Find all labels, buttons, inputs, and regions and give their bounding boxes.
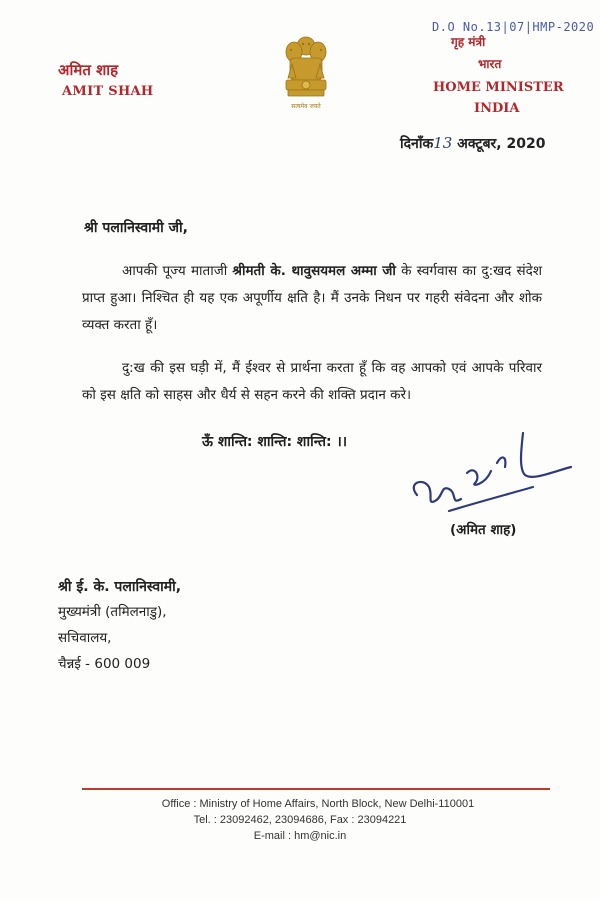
sender-name-english: AMIT SHAH bbox=[62, 84, 154, 99]
designation-hindi: गृह मंत्री bbox=[451, 35, 486, 49]
reference-number: D.O No.13|07|HMP-2020 bbox=[432, 20, 595, 34]
footer-office-address: Office : Ministry of Home Affairs, North Block, New Delhi-110001 bbox=[161, 798, 475, 810]
sender-name-hindi: अमित शाह bbox=[58, 61, 119, 79]
date-prefix: दिनाँक bbox=[400, 136, 434, 152]
para1-end: के स्वर्गवास का दु:खद संदेश प्राप्त हुआ। निश्चित ही यह एक अपूर्णीय क्षति है। मैं उनके निधन पर गहरी संवेदना और शोक व्यक्त करता हूँ। bbox=[82, 263, 543, 333]
designation-english: HOME MINISTER bbox=[433, 80, 564, 95]
para2-text: दु:ख की इस घड़ी में, मैं ईश्वर से प्रार्थना करता हूँ कि वह आपको एवं आपके परिवार को इस क्षति को साहस और धैर्य से सहन करने की शक्ति प्रदान करे। bbox=[82, 360, 542, 403]
footer-divider bbox=[82, 788, 550, 790]
footer-phone: Tel. : 23092462, 23094686, Fax : 23094221 bbox=[193, 814, 407, 826]
para1-start: आपकी पूज्य माताजी bbox=[122, 263, 233, 279]
mother-name: श्रीमती के. थावुसयमल अम्मा जी bbox=[232, 263, 396, 279]
addressee-office: सचिवालय, bbox=[58, 630, 112, 646]
country-english: INDIA bbox=[474, 101, 520, 116]
addressee-name: श्री ई. के. पलानिस्वामी, bbox=[58, 579, 182, 595]
signatory-name: (अमित शाह) bbox=[450, 522, 517, 538]
handwritten-signature bbox=[405, 425, 580, 520]
letter-date bbox=[400, 134, 545, 153]
footer-email: E-mail : hm@nic.in bbox=[253, 830, 347, 842]
condolence-paragraph-2 bbox=[82, 355, 542, 409]
emblem-caption: सत्यमेव जयते bbox=[291, 103, 321, 110]
country-hindi: भारत bbox=[478, 57, 502, 71]
salutation: श्री पलानिस्वामी जी, bbox=[84, 220, 188, 236]
date-day: 13 bbox=[433, 134, 453, 152]
condolence-paragraph-1 bbox=[82, 258, 542, 339]
addressee-city: चैन्नई - 600 009 bbox=[58, 656, 151, 672]
national-emblem-icon bbox=[278, 30, 334, 120]
date-month-year: अक्टूबर, 2020 bbox=[452, 136, 546, 152]
shanti-line: ऊँ शान्ति: शान्ति: शान्ति: ।। bbox=[202, 434, 348, 450]
addressee-designation: मुख्यमंत्री (तमिलनाडु), bbox=[58, 604, 167, 620]
